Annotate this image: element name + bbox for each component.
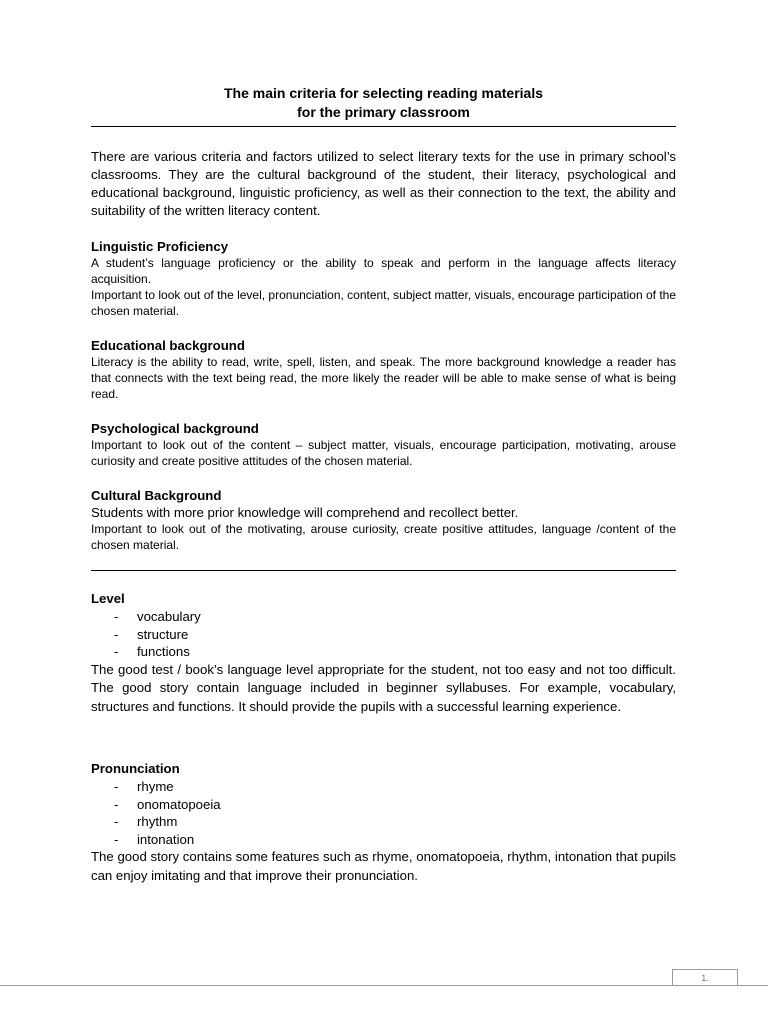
pronunciation-list — [91, 778, 676, 848]
list-item-label: functions — [137, 644, 190, 659]
section-pronunciation — [91, 760, 676, 885]
list-item — [91, 608, 676, 626]
dash-bullet: - — [114, 814, 119, 829]
list-item — [91, 778, 676, 796]
section-paragraph: Important to look out of the content – subject matter, visuals, encourage participation, motivating, arouse curiosity and create positive attitudes of the chosen material. — [91, 438, 676, 468]
footer-rule — [0, 985, 768, 986]
section-linguistic-proficiency — [91, 239, 676, 319]
list-item — [91, 831, 676, 849]
section-paragraph: Important to look out of the level, pronunciation, content, subject matter, visuals, encourage participation of the chosen material. — [91, 288, 677, 318]
section-heading: Linguistic Proficiency — [91, 239, 229, 254]
section-heading: Cultural Background — [91, 488, 222, 503]
dash-bullet: - — [114, 796, 119, 812]
section-heading: Level — [91, 591, 125, 606]
dash-bullet: - — [114, 831, 119, 847]
intro-paragraph: There are various criteria and factors utilized to select literary texts for the use in primary school’s classrooms. They are the cultural background of the student, their literacy, psychological and educational background, linguistic proficiency, as well as their connection to the text, the ability and suitability of the written literacy content. — [91, 149, 676, 218]
level-list — [91, 608, 676, 661]
title-line-1: The main criteria for selecting reading materials — [224, 85, 543, 101]
section-cultural-background — [91, 488, 676, 553]
list-item-label: rhyme — [137, 779, 174, 794]
title-line-2: for the primary classroom — [297, 104, 470, 120]
document-title — [91, 84, 676, 122]
pronunciation-paragraph: The good story contains some features such as rhyme, onomatopoeia, rhythm, intonation that pupils can enjoy imitating and that improve their pronunciation. — [91, 849, 676, 883]
dash-bullet: - — [114, 644, 119, 659]
list-item — [91, 643, 676, 661]
section-divider — [91, 570, 676, 571]
dash-bullet: - — [114, 626, 119, 642]
section-paragraph: Literacy is the ability to read, write, spell, listen, and speak. The more background knowledge a reader has that connects with the text being read, the more likely the reader will be able to make sense of what is being read. — [91, 355, 676, 401]
section-paragraph: A student’s language proficiency or the ability to speak and perform in the language affects literacy acquisition. — [91, 256, 676, 286]
section-level — [91, 590, 676, 716]
list-item-label: structure — [137, 626, 189, 642]
section-heading: Pronunciation — [91, 761, 180, 776]
title-underline — [91, 126, 676, 127]
list-item-label: intonation — [137, 831, 195, 847]
section-educational-background — [91, 338, 676, 402]
section-heading: Psychological background — [91, 421, 259, 436]
page-content — [91, 84, 676, 885]
section-psychological-background — [91, 421, 676, 469]
section-paragraph: Important to look out of the motivating, arouse curiosity, create positive attitudes, language /content of the chosen material. — [91, 522, 676, 552]
list-item-label: rhythm — [137, 814, 178, 829]
dash-bullet: - — [114, 779, 119, 794]
list-item-label: onomatopoeia — [137, 796, 221, 812]
dash-bullet: - — [114, 609, 119, 624]
list-item — [91, 626, 676, 644]
list-item — [91, 796, 676, 814]
section-heading: Educational background — [91, 338, 245, 353]
level-paragraph: The good test / book’s language level appropriate for the student, not too easy and not too difficult. The good story contain language included in beginner syllabuses. For example, vocabulary, structures and functions. It should provide the pupils with a successful learning experience. — [91, 661, 676, 714]
page-number: 1. — [672, 969, 738, 986]
section-paragraph: Students with more prior knowledge will comprehend and recollect better. — [91, 505, 519, 520]
list-item-label: vocabulary — [137, 609, 201, 624]
list-item — [91, 813, 676, 831]
